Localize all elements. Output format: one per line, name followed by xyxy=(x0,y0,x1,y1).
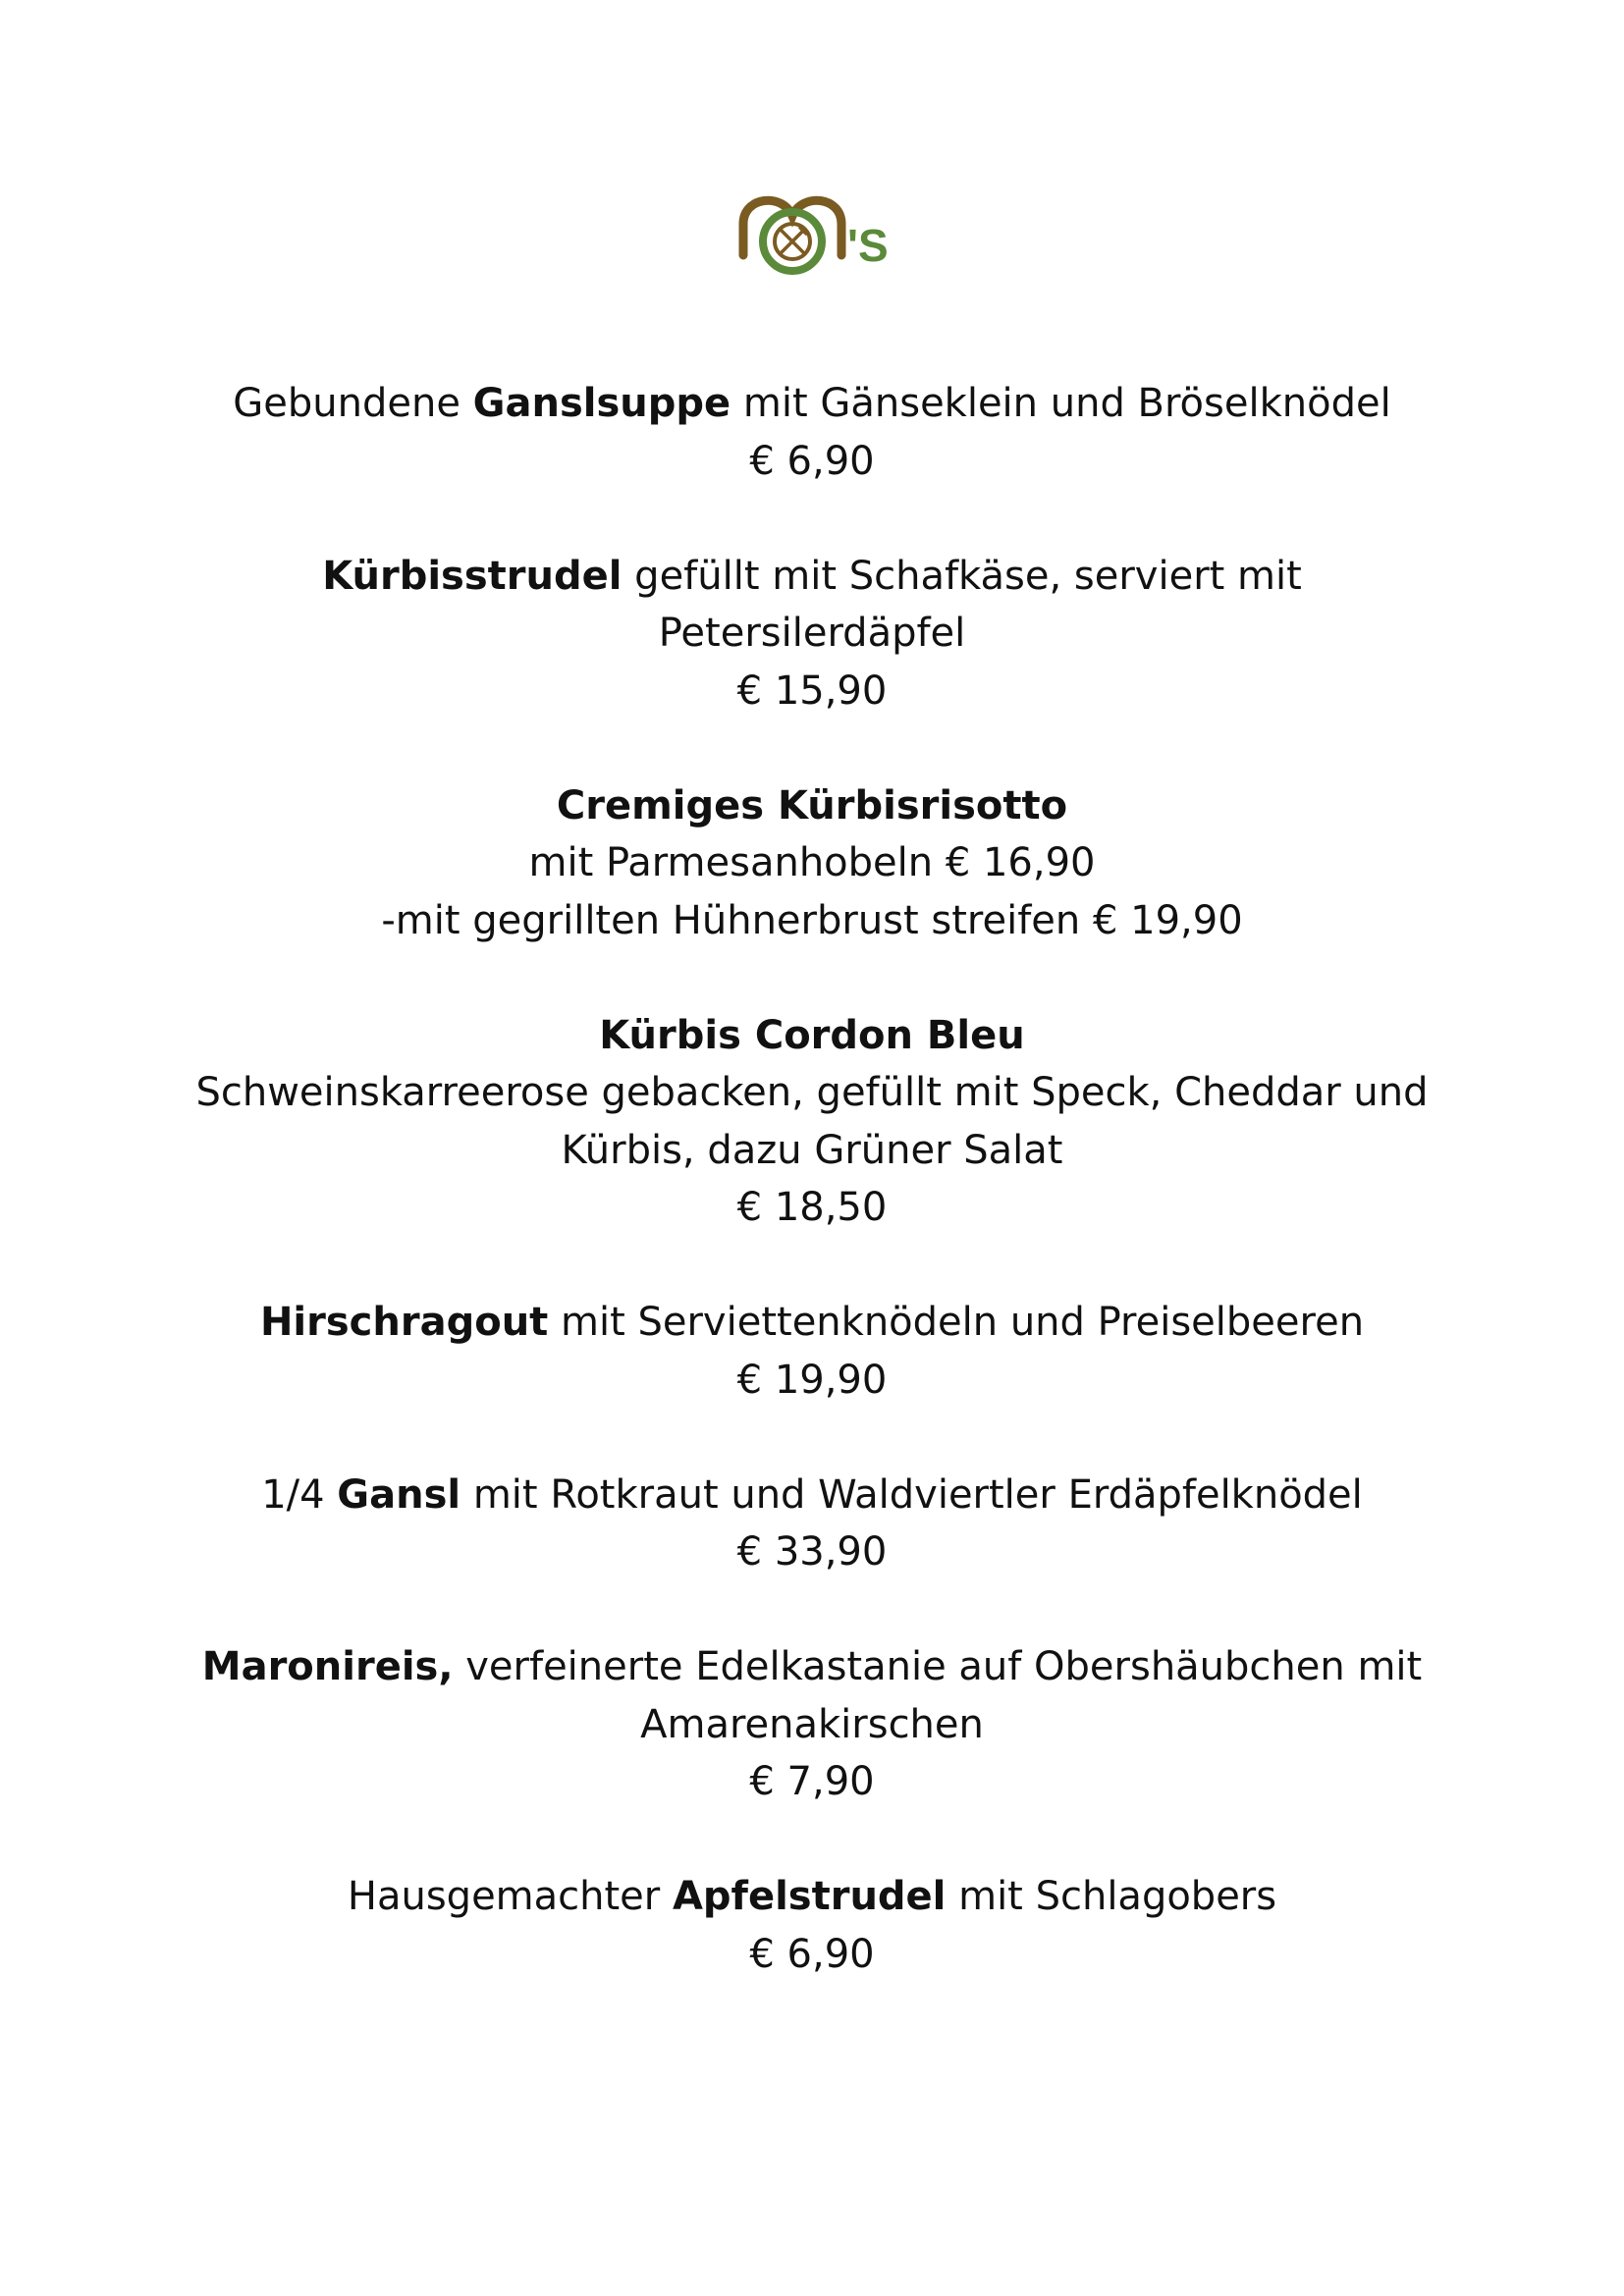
menu-item-maronireis xyxy=(0,1638,1624,1811)
menu-list xyxy=(0,375,1624,2041)
item-name: Kürbisstrudel xyxy=(322,553,623,599)
item-description-line2: Petersilerdäpfel xyxy=(658,611,966,656)
item-description: verfeinerte Edelkastanie auf Obershäubchen mit xyxy=(453,1644,1423,1689)
item-description: Schweinskarreerose gebacken, gefüllt mit Speck, Cheddar und xyxy=(195,1070,1429,1115)
item-price: € 15,90 xyxy=(736,667,888,714)
item-description-line2: Amarenakirschen xyxy=(640,1701,984,1747)
item-description: mit Schlagobers xyxy=(946,1874,1277,1919)
item-name: Cremiges Kürbisrisotto xyxy=(556,782,1068,828)
item-price: € 6,90 xyxy=(749,1931,875,1977)
menu-item-apfelstrudel xyxy=(0,1868,1624,1983)
item-title-line xyxy=(0,548,1624,606)
item-price: € 6,90 xyxy=(749,438,875,484)
item-price: € 7,90 xyxy=(749,1759,875,1804)
menu-item-hirschragout xyxy=(0,1294,1624,1409)
item-description: mit Gänseklein und Bröselknödel xyxy=(731,381,1391,426)
item-name: Kürbis Cordon Bleu xyxy=(599,1012,1025,1058)
restaurant-logo xyxy=(731,185,908,283)
item-name: Hirschragout xyxy=(259,1300,549,1345)
item-variant-line: mit Parmesanhobeln € 16,90 xyxy=(528,840,1096,885)
item-name: Gansl xyxy=(337,1471,461,1518)
item-title-line xyxy=(0,777,1624,835)
item-description-line2: Kürbis, dazu Grüner Salat xyxy=(561,1127,1063,1173)
item-title-line: Gebundene Ganslsuppe mit Gänseklein und Bröselknödel xyxy=(233,381,1391,426)
item-price: € 19,90 xyxy=(736,1357,888,1403)
menu-item-kuerbisrisotto xyxy=(0,777,1624,950)
item-title-line: 1/4 Gansl mit Rotkraut und Waldviertler Erdäpfelknödel xyxy=(261,1471,1363,1518)
menu-item-gansl xyxy=(0,1467,1624,1581)
menu-item-cordon-bleu xyxy=(0,1007,1624,1237)
logo-text: 'S xyxy=(847,220,889,271)
item-description: mit Rotkraut und Waldviertler Erdäpfelknödel xyxy=(460,1471,1363,1518)
menu-item-kuerbisstrudel xyxy=(0,548,1624,721)
item-title-line: Hausgemachter Apfelstrudel mit Schlagobers xyxy=(347,1874,1277,1919)
item-title-line xyxy=(0,1638,1624,1696)
item-description: gefüllt mit Schafkäse, serviert mit xyxy=(622,553,1302,599)
item-variant-line: -mit gegrillten Hühnerbrust streifen € 19,90 xyxy=(381,897,1243,943)
item-price: € 18,50 xyxy=(736,1185,888,1230)
item-title-line xyxy=(0,1007,1624,1065)
item-price: € 33,90 xyxy=(736,1529,888,1575)
item-name: Ganslsuppe xyxy=(472,381,731,426)
item-name: Maronireis, xyxy=(201,1644,454,1689)
item-description: mit Serviettenknödeln und Preiselbeeren xyxy=(548,1300,1365,1345)
item-name: Apfelstrudel xyxy=(672,1874,947,1919)
menu-item-ganslsuppe xyxy=(0,375,1624,490)
item-title-line xyxy=(0,1294,1624,1352)
fork-knife-icon xyxy=(781,228,806,253)
